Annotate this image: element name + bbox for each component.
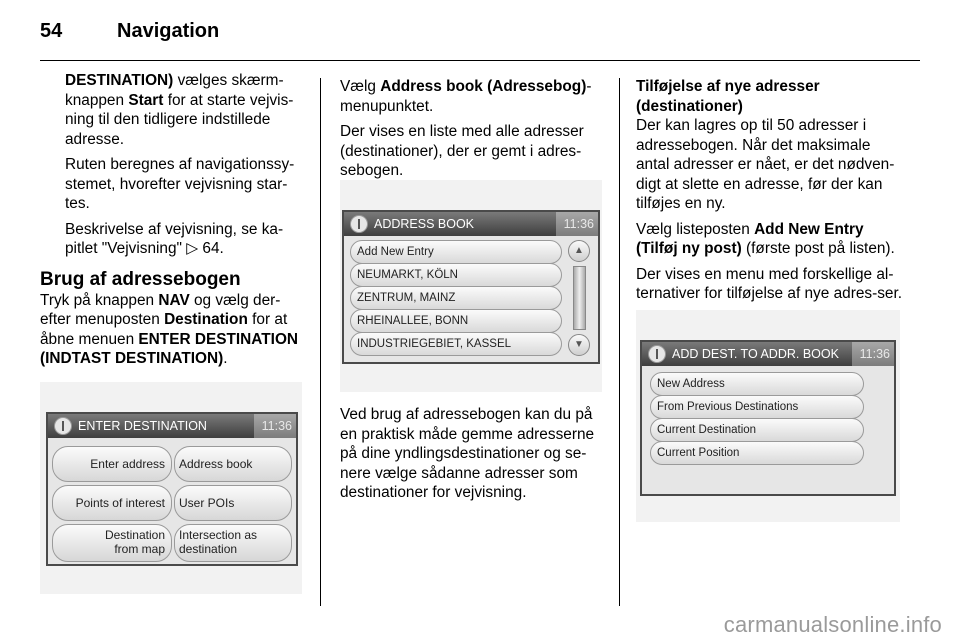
page-number: 54: [40, 20, 63, 42]
paragraph: Beskrivelse af vejvisning, se ka-pitlet "Vejvisning" ▷ 64.: [65, 220, 284, 257]
screen-title: ENTER DESTINATION: [78, 419, 207, 433]
nav-screen: [342, 210, 600, 364]
paragraph: Der kan lagres op til 50 adresser i adressebogen. Når det maksimale antal adresser er nået, er det nødven-digt at slette en adresse, før der kan tilføjes en ny.: [636, 117, 895, 212]
subheading: Tilføjelse af nye adresser (destinationer): [636, 78, 820, 115]
screenshot-enter-destination: [40, 382, 302, 594]
screenshot-address-book: [340, 180, 602, 392]
header-rule: [40, 60, 920, 61]
column-2: [340, 77, 608, 187]
chevron-up-icon[interactable]: ▲: [568, 240, 590, 262]
points-of-interest-button[interactable]: Points of interest: [52, 485, 172, 521]
screen-title: ADD DEST. TO ADDR. BOOK: [672, 347, 839, 361]
list-item[interactable]: Current Destination: [650, 418, 864, 442]
page-reference-icon: ▷: [186, 240, 203, 257]
list-item[interactable]: New Address: [650, 372, 864, 396]
list-item[interactable]: Current Position: [650, 441, 864, 465]
nav-screen: [46, 412, 298, 566]
page-reference[interactable]: 64.: [202, 240, 224, 257]
paragraph: DESTINATION) vælges skærm-knappen Start for at starte vejvis-ning til den tidligere indstillede adresse.: [65, 72, 294, 148]
column-divider-2: [619, 78, 620, 606]
screenshot-add-dest: [636, 310, 900, 522]
screen-title-bar: [642, 342, 894, 366]
paragraph: Vælg listeposten Add New Entry (Tilføj ny post) (første post på listen).: [636, 220, 895, 257]
info-icon: [54, 417, 72, 435]
paragraph: Tryk på knappen NAV og vælg der-efter menuposten Destination for at åbne menuen ENTER DESTINATION (INDTAST DESTINATION).: [40, 291, 299, 367]
enter-address-button[interactable]: Enter address: [52, 446, 172, 482]
watermark: carmanualsonline.info: [723, 612, 942, 637]
nav-screen: [640, 340, 896, 496]
column-1: [40, 71, 308, 375]
intersection-button[interactable]: Intersection as destination: [174, 524, 292, 562]
paragraph: Der vises en menu med forskellige al-ternativer for tilføjelse af nye adres-ser.: [636, 265, 903, 302]
page-title: Navigation: [117, 20, 220, 42]
paragraph: Vælg Address book (Adressebog)-menupunktet.: [340, 78, 592, 115]
list-item[interactable]: ZENTRUM, MAINZ: [350, 286, 562, 310]
paragraph: Ved brug af adressebogen kan du på en praktisk måde gemme adresserne på dine yndlingsdestinationer og se-nere vælge sådanne adresser som destinationer for vejvisning.: [340, 406, 595, 501]
destination-from-map-button[interactable]: Destination from map: [52, 524, 172, 562]
info-icon: [648, 345, 666, 363]
paragraph: Ruten beregnes af navigationssy-stemet, hvorefter vejvisning star-tes.: [65, 156, 295, 212]
column-divider-1: [320, 78, 321, 606]
screen-title: ADDRESS BOOK: [374, 217, 475, 231]
scroll-track[interactable]: [573, 266, 586, 330]
list-item[interactable]: RHEINALLEE, BONN: [350, 309, 562, 333]
user-pois-button[interactable]: User POIs: [174, 485, 292, 521]
list-item[interactable]: From Previous Destinations: [650, 395, 864, 419]
list-item[interactable]: INDUSTRIEGEBIET, KASSEL: [350, 332, 562, 356]
screen-title-bar: [48, 414, 296, 438]
paragraph: Der vises en liste med alle adresser (destinationer), der er gemt i adres-sebogen.: [340, 123, 584, 179]
info-icon: [350, 215, 368, 233]
address-book-button[interactable]: Address book: [174, 446, 292, 482]
screen-clock: 11:36: [852, 342, 894, 366]
scrollbar[interactable]: [568, 240, 590, 356]
column-2-lower: [340, 405, 608, 509]
screen-clock: 11:36: [556, 212, 598, 236]
screen-clock: 11:36: [254, 414, 296, 438]
column-3: [636, 77, 906, 310]
section-heading: Brug af adressebogen: [40, 268, 241, 290]
screen-title-bar: [344, 212, 598, 236]
chevron-down-icon[interactable]: ▼: [568, 334, 590, 356]
list-item[interactable]: NEUMARKT, KÖLN: [350, 263, 562, 287]
list-item[interactable]: Add New Entry: [350, 240, 562, 264]
